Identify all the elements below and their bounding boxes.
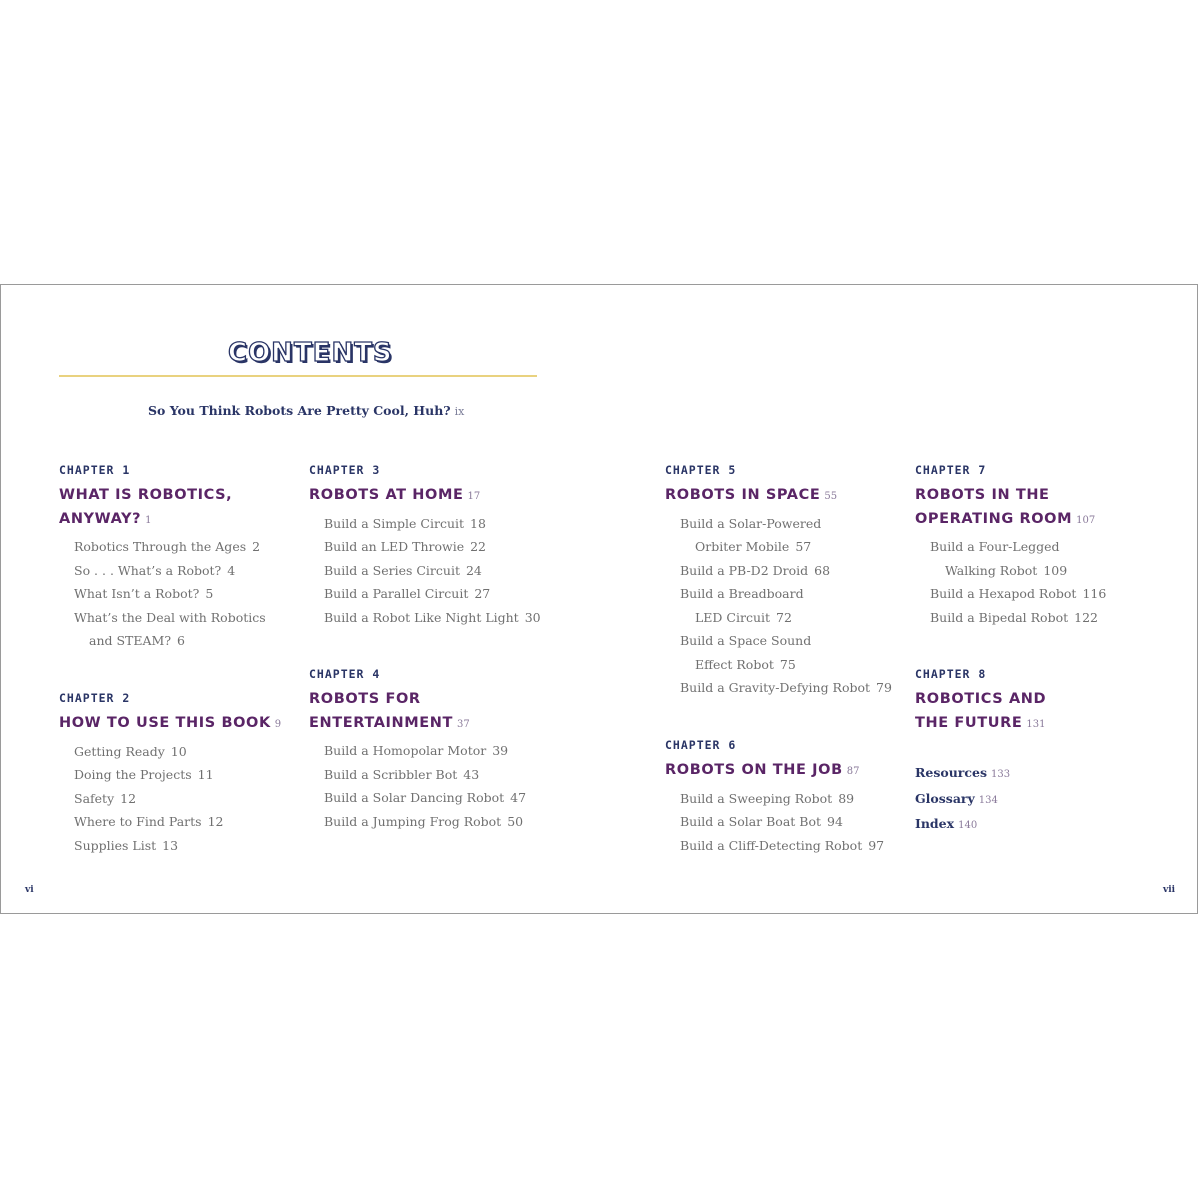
toc-item[interactable]: Build a Breadboard xyxy=(680,586,804,601)
chapter-title[interactable] xyxy=(915,484,1106,532)
chapter-7 xyxy=(915,463,1106,629)
chapter-title[interactable] xyxy=(665,484,892,509)
toc-item[interactable]: Build a Homopolar Motor 39 xyxy=(324,743,509,758)
back-matter-glossary[interactable]: Glossary 134 xyxy=(915,790,998,806)
chapter-6 xyxy=(665,738,884,857)
chapter-title-line: HOW TO USE THIS BOOK xyxy=(59,715,271,731)
chapter-title[interactable] xyxy=(59,484,272,532)
toc-item[interactable]: Supplies List 13 xyxy=(74,837,179,853)
toc-item[interactable]: Build a Parallel Circuit 27 xyxy=(324,586,491,601)
toc-item[interactable]: Build a Hexapod Robot 116 xyxy=(930,586,1107,601)
toc-item[interactable]: Build a Bipedal Robot 122 xyxy=(930,609,1098,625)
intro-page: ix xyxy=(454,405,465,418)
chapter-label: CHAPTER 7 xyxy=(915,463,987,477)
toc-item[interactable]: Where to Find Parts 12 xyxy=(74,814,224,829)
chapter-title-line: ROBOTS ON THE JOB xyxy=(665,762,843,778)
toc-item[interactable]: Build a Four-Legged xyxy=(930,539,1060,554)
toc-item[interactable]: Build a Cliff-Detecting Robot 97 xyxy=(680,837,885,853)
chapter-8 xyxy=(915,667,1046,736)
toc-item[interactable]: Safety 12 xyxy=(74,790,137,806)
toc-item[interactable]: Getting Ready 10 xyxy=(74,743,187,759)
toc-item[interactable]: Build a Gravity-Defying Robot 79 xyxy=(680,680,892,695)
toc-item[interactable]: What’s the Deal with Robotics xyxy=(74,609,266,625)
chapter-title-line: ROBOTS AT HOME xyxy=(309,487,464,503)
chapter-page: 131 xyxy=(1026,718,1046,730)
chapter-5 xyxy=(665,463,892,700)
toc-item[interactable]: What Isn’t a Robot? 5 xyxy=(74,586,214,601)
toc-item-continued[interactable]: LED Circuit 72 xyxy=(695,609,792,625)
chapter-title-line: ROBOTS FOR xyxy=(309,691,421,707)
contents-title: CONTENTS xyxy=(228,338,393,368)
chapter-title-line: THE FUTURE xyxy=(915,714,1023,731)
toc-item-continued[interactable]: Walking Robot 109 xyxy=(945,562,1068,578)
toc-item[interactable]: Build a Scribbler Bot 43 xyxy=(324,766,480,782)
chapter-page: 9 xyxy=(274,719,282,730)
chapter-page: 87 xyxy=(846,766,860,777)
intro-text: So You Think Robots Are Pretty Cool, Huh? xyxy=(148,403,451,418)
toc-item[interactable]: Build an LED Throwie 22 xyxy=(324,539,486,554)
toc-item[interactable]: Build a Space Sound xyxy=(680,633,812,648)
back-matter-index[interactable]: Index 140 xyxy=(915,816,978,831)
toc-item[interactable]: Build a Jumping Frog Robot 50 xyxy=(324,813,524,829)
chapter-title-line: ROBOTICS AND xyxy=(915,691,1047,707)
chapter-title[interactable] xyxy=(915,688,1046,736)
chapter-title-line: ROBOTS IN SPACE xyxy=(665,487,821,503)
chapter-title[interactable] xyxy=(309,688,526,736)
chapter-label: CHAPTER 2 xyxy=(59,691,131,705)
toc-item[interactable]: Doing the Projects 11 xyxy=(74,767,214,782)
toc-item[interactable]: Build a Sweeping Robot 89 xyxy=(680,790,855,806)
toc-item-continued[interactable]: and STEAM? 6 xyxy=(89,633,185,648)
title-rule xyxy=(59,375,537,377)
chapter-1 xyxy=(59,463,272,653)
chapter-title-line: ROBOTS IN THE xyxy=(915,487,1050,503)
toc-item[interactable]: Robotics Through the Ages 2 xyxy=(74,539,261,554)
back-matter xyxy=(915,761,1010,838)
toc-item[interactable]: Build a Robot Like Night Light 30 xyxy=(324,609,541,625)
chapter-4 xyxy=(309,667,526,833)
chapter-3 xyxy=(309,463,541,629)
back-matter-resources[interactable]: Resources 133 xyxy=(915,765,1011,780)
toc-item-continued[interactable]: Effect Robot 75 xyxy=(695,656,796,672)
chapter-page: 107 xyxy=(1076,514,1096,526)
chapter-title[interactable] xyxy=(665,759,884,784)
toc-item[interactable]: Build a Simple Circuit 18 xyxy=(324,515,486,531)
folio-left: vi xyxy=(25,885,34,895)
chapter-page: 1 xyxy=(145,514,152,526)
toc-item[interactable]: Build a Solar Dancing Robot 47 xyxy=(324,790,527,805)
chapter-page: 17 xyxy=(467,491,481,502)
chapter-label: CHAPTER 5 xyxy=(665,463,737,477)
chapter-label: CHAPTER 1 xyxy=(59,463,131,477)
chapter-title[interactable] xyxy=(309,484,541,509)
chapter-page: 55 xyxy=(824,491,838,502)
toc-item-continued[interactable]: Orbiter Mobile 57 xyxy=(695,539,812,554)
toc-item[interactable]: Build a PB-D2 Droid 68 xyxy=(680,562,831,578)
chapter-label: CHAPTER 6 xyxy=(665,738,737,752)
chapter-label: CHAPTER 3 xyxy=(309,463,381,477)
toc-item[interactable]: Build a Solar Boat Bot 94 xyxy=(680,814,843,829)
chapter-page: 37 xyxy=(457,718,470,730)
folio-right: vii xyxy=(1163,885,1176,895)
chapter-title-line: ANYWAY? xyxy=(59,510,142,527)
toc-item[interactable]: Build a Series Circuit 24 xyxy=(324,562,482,578)
chapter-title-line: OPERATING ROOM xyxy=(915,510,1073,527)
chapter-title-line: WHAT IS ROBOTICS, xyxy=(59,487,233,503)
chapter-title-line: ENTERTAINMENT xyxy=(309,714,454,731)
chapter-label: CHAPTER 4 xyxy=(309,667,381,681)
chapter-title[interactable] xyxy=(59,712,281,737)
chapter-2 xyxy=(59,691,281,857)
toc-item[interactable]: So . . . What’s a Robot? 4 xyxy=(74,562,236,578)
intro-entry[interactable] xyxy=(148,403,464,418)
chapter-label: CHAPTER 8 xyxy=(915,667,987,681)
toc-item[interactable]: Build a Solar-Powered xyxy=(680,515,822,531)
